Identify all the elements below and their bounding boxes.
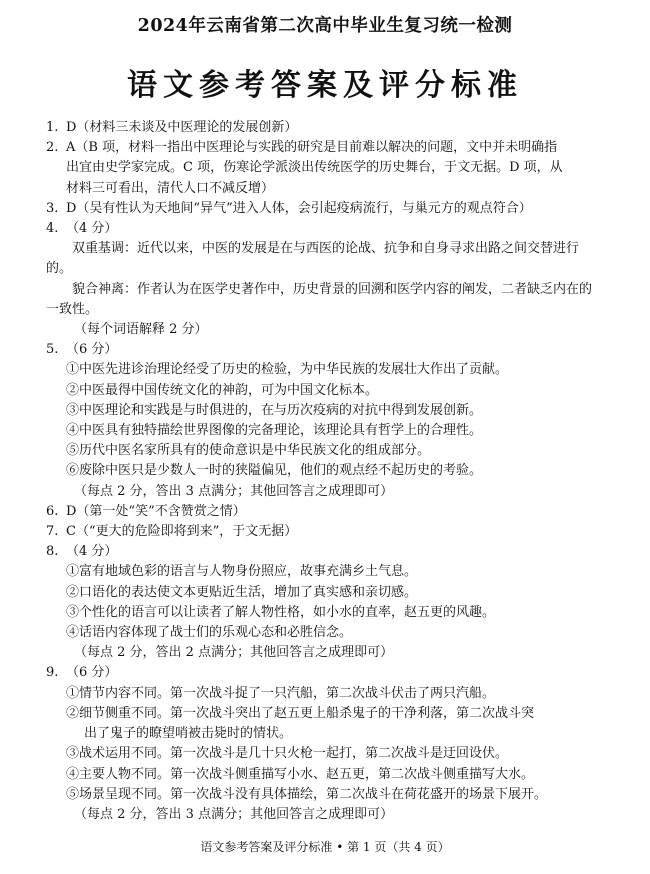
- answer-point: ②细节侧重不同。第一次战斗突出了赵五更上船杀鬼子的干净利落，第二次战斗突: [66, 705, 535, 721]
- answer-point: ①情节内容不同。第一次战斗捉了一只汽船，第二次战斗伏击了两只汽船。: [66, 685, 496, 701]
- question-number: 5.: [46, 342, 59, 358]
- score-label: （6 分）: [66, 342, 118, 358]
- answer-point: ①中医先进诊治理论经受了历史的检验，为中华民族的发展壮大作出了贡献。: [66, 362, 509, 378]
- answer-point: ②中医最得中国传统文化的神韵，可为中国文化标本。: [66, 382, 379, 398]
- score-label: （4 分）: [66, 221, 118, 237]
- answer-q3: [46, 199, 604, 219]
- answer-q6: [46, 502, 604, 522]
- answer-text: D（吴有性认为天地间“异气”进入人体，会引起疫病流行，与巢元方的观点符合）: [66, 200, 532, 216]
- answer-paragraph: 双重基调：近代以来，中医的发展是在与西医的论战、抗争和自身寻求出路之间交替进行的。: [46, 241, 580, 277]
- question-number: 4.: [46, 221, 59, 237]
- question-number: 3.: [46, 200, 59, 216]
- answer-q4: [46, 219, 604, 239]
- answer-point: ④主要人物不同。第一次战斗侧重描写小水、赵五更，第二次战斗侧重描写大水。: [66, 766, 535, 782]
- answer-point: ⑤场景呈现不同。第一次战斗没有具体描绘，第二次战斗在荷花盛开的场景下展开。: [66, 786, 548, 802]
- answer-point: ③战术运用不同。第一次战斗是几十只火枪一起打，第二次战斗是迂回设伏。: [66, 746, 509, 762]
- answer-point: ②口语化的表达使文本更贴近生活，增加了真实感和亲切感。: [66, 584, 418, 600]
- question-number: 2.: [46, 140, 59, 156]
- answer-point: ⑥废除中医只是少数人一时的狭隘偏见，他们的观点经不起历史的考验。: [66, 463, 483, 479]
- answer-point: ④话语内容体现了战士们的乐观心态和必胜信念。: [66, 625, 353, 641]
- answer-text: C（“更大的危险即将到来”，于文无据）: [66, 524, 298, 540]
- answer-point: ③个性化的语言可以让读者了解人物性格，如小水的直率，赵五更的风趣。: [66, 604, 496, 620]
- answer-q8: [46, 542, 604, 562]
- scoring-note: （每点 2 分，答出 3 点满分；其他回答言之成理即可）: [74, 806, 394, 822]
- scoring-note: （每个词语解释 2 分）: [74, 322, 208, 338]
- answer-q2: [46, 138, 604, 158]
- answer-list: [46, 118, 604, 825]
- score-label: （6 分）: [66, 665, 118, 681]
- answer-q7: [46, 522, 604, 542]
- answer-point: ⑤历代中医名家所具有的使命意识是中华民族文化的组成部分。: [66, 443, 431, 459]
- answer-point: ③中医理论和实践是与时俱进的，在与历次疫病的对抗中得到发展创新。: [66, 402, 483, 418]
- page-footer: 语文参考答案及评分标准 • 第 1 页（共 4 页）: [200, 840, 450, 854]
- answer-point: ④中医具有独特描绘世界图像的完备理论，该理论具有哲学上的合理性。: [66, 423, 483, 439]
- answer-q9: [46, 663, 604, 683]
- document-title: 语文参考答案及评分标准: [127, 68, 523, 103]
- answer-paragraph: 貌合神离：作者认为在医学史著作中，历史背景的回溯和医学内容的阐发，二者缺乏内在的一致性。: [46, 281, 593, 317]
- answer-text-continued: 出宜由史学家完成。C 项，伤寒论学派淡出传统医学的历史舞台，于文无据。D 项，从: [66, 160, 563, 176]
- scoring-note: （每点 2 分，答出 3 点满分；其他回答言之成理即可）: [74, 483, 394, 499]
- answer-point: ①富有地域色彩的语言与人物身份照应，故事充满乡土气息。: [66, 564, 418, 580]
- question-number: 6.: [46, 503, 59, 519]
- answer-q1: [46, 118, 604, 138]
- question-number: 8.: [46, 544, 59, 560]
- scoring-note: （每点 2 分，答出 2 点满分；其他回答言之成理即可）: [74, 645, 394, 661]
- answer-q5: [46, 340, 604, 360]
- answer-text: D（第一处“笑”不含赞赏之情）: [66, 503, 246, 519]
- question-number: 1.: [46, 120, 59, 135]
- question-number: 7.: [46, 524, 59, 540]
- score-label: （4 分）: [66, 544, 118, 560]
- answer-text-continued: 材料三可看出，清代人口不减反增）: [66, 180, 275, 196]
- exam-title: 2024年云南省第二次高中毕业生复习统一检测: [137, 16, 513, 36]
- answer-text: A（B 项，材料一指出中医理论与实践的研究是目前难以解决的问题，文中并未明确指: [66, 140, 558, 156]
- answer-text: D（材料三未谈及中医理论的发展创新）: [66, 120, 298, 135]
- answer-point-continued: 出了鬼子的瞭望哨被击毙时的情状。: [84, 726, 293, 742]
- question-number: 9.: [46, 665, 59, 681]
